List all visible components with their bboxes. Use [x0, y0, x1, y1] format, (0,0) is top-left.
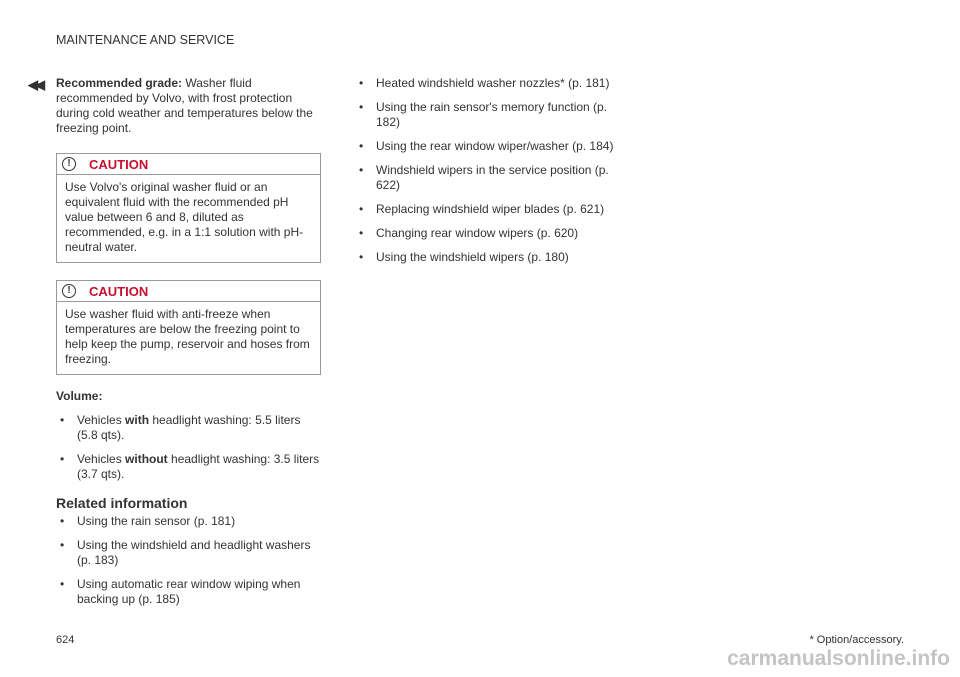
list-item [56, 452, 321, 482]
recommended-grade-label: Recommended grade: [56, 76, 183, 90]
related-link[interactable]: • Using the rain sensor's memory function (p. 182) [355, 100, 615, 130]
related-link[interactable]: • Replacing windshield wiper blades (p. 621) [355, 202, 615, 217]
volume-list [56, 413, 321, 482]
related-link[interactable]: • Using automatic rear window wiping when backing up (p. 185) [56, 577, 321, 607]
related-links-left [56, 514, 321, 607]
caution-box-1 [56, 153, 321, 263]
related-link[interactable]: • Windshield wipers in the service position (p. 622) [355, 163, 615, 193]
watermark: carmanualsonline.info [727, 647, 950, 670]
option-footnote: * Option/accessory. [809, 634, 904, 646]
caution-header [57, 154, 320, 175]
page-number: 624 [56, 634, 75, 646]
volume-item-suffix: headlight washing: 5.5 liters (5.8 qts). [77, 413, 301, 442]
caution-title: CAUTION [89, 284, 149, 299]
warning-icon: ! [62, 284, 76, 298]
volume-label: Volume: [56, 389, 103, 403]
section-header: MAINTENANCE AND SERVICE [56, 33, 235, 47]
related-link[interactable]: • Using the windshield wipers (p. 180) [355, 250, 615, 265]
recommended-grade-paragraph [56, 76, 321, 136]
related-information-title: Related information [56, 495, 188, 511]
related-link[interactable]: • Using the rain sensor (p. 181) [56, 514, 321, 529]
left-column [56, 76, 321, 607]
volume-item-emph: without [125, 452, 168, 466]
related-link[interactable]: • Heated windshield washer nozzles* (p. 181) [355, 76, 615, 91]
right-column [355, 76, 615, 265]
caution-body: Use washer fluid with anti-freeze when temperatures are below the freezing point to help keep the pump, reservoir and hoses from freezing. [65, 307, 310, 366]
volume-item-suffix: headlight washing: 3.5 liters (3.7 qts). [77, 452, 320, 481]
volume-item-emph: with [125, 413, 150, 427]
caution-body: Use Volvo's original washer fluid or an equivalent fluid with the recommended pH value between 6 and 8, diluted as recommended, e.g. in a 1:1 solution with pH-neutral water. [65, 180, 304, 254]
volume-item-prefix: Vehicles [77, 413, 126, 427]
caution-header [57, 281, 320, 302]
volume-item-prefix: Vehicles [77, 452, 126, 466]
related-link[interactable]: • Changing rear window wipers (p. 620) [355, 226, 615, 241]
related-links-right [355, 76, 615, 265]
related-link[interactable]: • Using the windshield and headlight washers (p. 183) [56, 538, 321, 568]
recommended-grade-text: Washer fluid recommended by Volvo, with frost protection during cold weather and temperatures below the freezing point. [56, 76, 313, 135]
related-link[interactable]: • Using the rear window wiper/washer (p. 184) [355, 139, 615, 154]
caution-box-2 [56, 280, 321, 375]
caution-title: CAUTION [89, 157, 149, 172]
list-item [56, 413, 321, 443]
continued-marker-icon: ◀◀ [28, 77, 42, 92]
warning-icon: ! [62, 157, 76, 171]
